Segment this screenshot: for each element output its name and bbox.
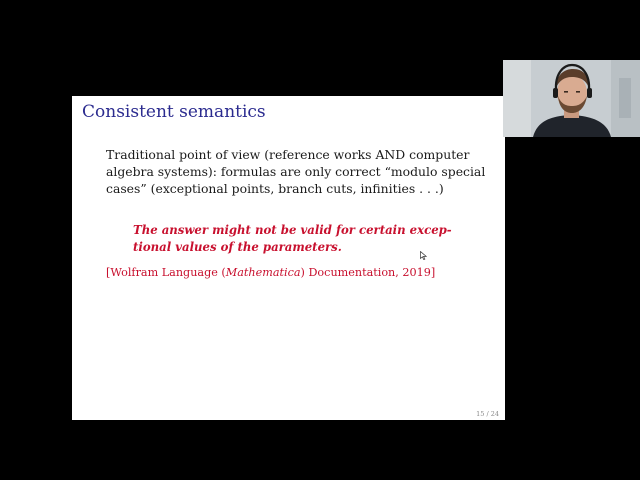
citation-emphasis: Mathematica bbox=[225, 266, 301, 279]
quote-line: tional values of the parameters. bbox=[133, 240, 342, 254]
presenter-video-image bbox=[503, 60, 640, 137]
citation-suffix: ) Documentation, 2019 bbox=[300, 266, 431, 279]
body-line: Traditional point of view (reference works AND computer bbox=[106, 147, 470, 162]
presentation-slide bbox=[72, 96, 505, 420]
mouse-pointer-icon bbox=[420, 251, 427, 260]
citation-close-bracket: ] bbox=[430, 266, 436, 279]
quote-line: The answer might not be valid for certain excep- bbox=[133, 223, 452, 237]
quotation-block bbox=[133, 222, 453, 256]
citation bbox=[106, 266, 435, 279]
citation-open-bracket: [ bbox=[106, 266, 111, 279]
body-line: algebra systems): formulas are only correct “modulo special bbox=[106, 164, 486, 179]
slide-title: Consistent semantics bbox=[82, 102, 266, 122]
body-line: cases” (exceptional points, branch cuts, infinities . . .) bbox=[106, 181, 444, 196]
citation-prefix: Wolfram Language ( bbox=[110, 266, 226, 279]
slide-page-number: 15 / 24 bbox=[476, 410, 499, 418]
slide-body-text bbox=[106, 146, 496, 197]
webcam-video bbox=[503, 60, 640, 137]
